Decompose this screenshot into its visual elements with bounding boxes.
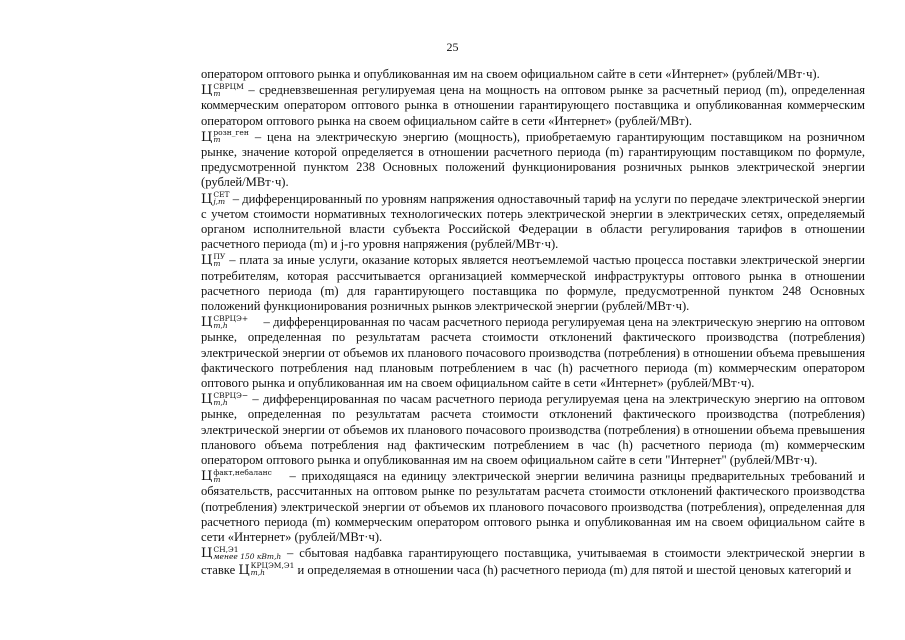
paragraph-text: – приходящаяся на единицу электрической энергии величина разницы предварительных требований и обязательств, рассчитанных на оптовом рынке по результатам расчета стоимости отклонений фактического производства (потребления) электрической энергии от объемов их планового почасового производства (потребления), определенная для расчетного периода (m) коммерческим оператором оптового рынка и опубликованная им на своем официальном сайте в сети «Интернет» (рублей/МВт·ч). [201,469,865,545]
paragraph-text: – дифференцированная по часам расчетного периода регулируемая цена на электрическую энергию на оптовом рынке, определенная по результатам расчета стоимости отклонений фактического производства (потребления) электрической энергии от объемов их планового почасового производства (потребления) в отношении объема превышения планового объема потребления над фактическим потреблением в час (h) расчетного периода (m) коммерческим оператором оптового рынка и опубликованная им на своем официальном сайте в сети "Интернет" (рублей/МВт·ч). [201,392,865,468]
paragraph-text: – средневзвешенная регулируемая цена на мощность на оптовом рынке за расчетный период (m), определенная коммерческим оператором оптового рынка в отношении гарантирующего поставщика и опубликованная коммерческим оператором оптового рынка на своем официальном сайте в сети «Интернет» (рублей/МВт). [201,83,865,128]
formula-symbol: Ц факт,небаланс m [201,467,272,485]
page-number: 25 [446,40,459,54]
paragraph-pu [201,252,865,314]
paragraph-sn [201,545,865,577]
formula-symbol-inline: Ц КРЦЭМ,Э1 m,h [238,561,295,578]
paragraph-rozn-gen [201,129,865,191]
document-body [201,67,865,578]
formula-symbol: Ц СВРЦМ m [201,81,244,99]
paragraph-set [201,191,865,253]
paragraph-text: – сбытовая надбавка гарантирующего поставщика, учитываемая в стоимости электрической энергии в ставке [201,546,865,577]
paragraph-svrce-plus [201,314,865,391]
paragraph-text: и определяемая в отношении часа (h) расчетного периода (m) для пятой и шестой ценовых категорий и [294,562,852,577]
formula-symbol: Ц СЕТ j,m [201,190,230,207]
paragraph-svrcm [201,82,865,129]
paragraph-text: – цена на электрическую энергию (мощность), приобретаемую гарантирующим поставщиком на розничном рынке, значение которой определяется в отношении расчетного периода (m) гарантирующим поставщиком по формуле, предусмотренной пунктом 238 Основных положений функционирования розничных рынков электрической энергии (рублей/МВт·ч). [201,129,865,190]
paragraph-text: – дифференцированная по часам расчетного периода регулируемая цена на электрическую энергию на оптовом рынке, определенная по результатам расчета стоимости отклонений фактического производства (потребления) электрической энергии от объемов их планового почасового производства (потребления) в отношении объема превышения фактического потребления над плановым потреблением в час (h) расчетного периода (m) коммерческим оператором оптового рынка и опубликованная им на своем официальном сайте в сети «Интернет» (рублей/МВт·ч). [201,315,865,391]
formula-symbol: Ц СН,Э1 менее 150 кВт,h [201,544,282,562]
paragraph-text: оператором оптового рынка и опубликованная им на своем официальном сайте в сети «Интернет» (рублей/МВт·ч). [201,67,820,81]
paragraph-nebalans [201,468,865,545]
formula-symbol: Ц ПУ m [201,251,226,269]
paragraph-continuation [201,67,865,82]
paragraph-svrce-minus [201,391,865,468]
paragraph-text: – плата за иные услуги, оказание которых является неотъемлемой частью процесса поставки электрической энергии потребителям, которая рассчитывается организацией коммерческой инфраструктуры оптового рынка в отношении расчетного периода (m) для гарантирующего поставщика по формуле, предусмотренной пунктом 248 Основных положений функционирования розничных рынков электрической энергии (рублей/МВт·ч). [201,253,865,314]
formula-symbol: Ц СВРЦЭ+ m,h [201,313,249,331]
paragraph-text: – дифференцированный по уровням напряжения одноставочный тариф на услуги по передаче электрической энергии с учетом стоимости нормативных технологических потерь электрической энергии в электрических сетях, определяемый органом исполнительной власти субъекта Российской Федерации в области регулирования тарифов в отношении расчетного периода (m) и j-го уровня напряжения (рублей/МВт·ч). [201,191,865,252]
formula-symbol: Ц СВРЦЭ− m,h [201,390,249,408]
formula-symbol: Ц розн_ген m [201,128,249,145]
